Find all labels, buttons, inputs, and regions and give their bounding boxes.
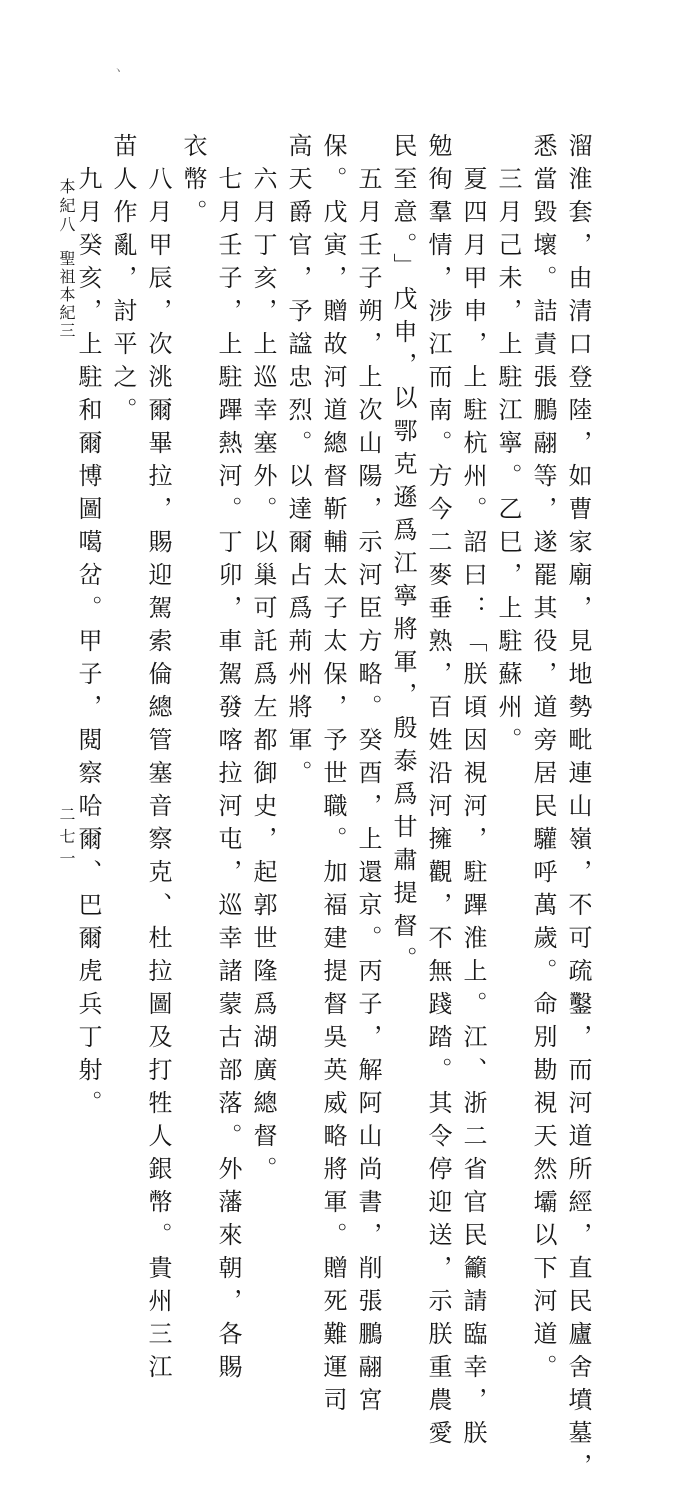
text-column-12: 衣幣。	[179, 133, 207, 232]
text-column-13: 八月甲辰，次洮爾畢拉，賜迎駕索倫總管塞音察克、杜拉圖及打牲人銀幣。貴州三江	[144, 166, 172, 1387]
text-column-5: 勉徇羣情，涉江而南。方今二麥垂熟，百姓沿河擁觀，不無踐踏。其令停迎送，示朕重農愛	[424, 133, 452, 1453]
running-header-title: 聖祖本紀三	[57, 250, 76, 340]
page-number: 二七一	[57, 806, 76, 872]
text-column-9: 高天爵官，予諡忠烈。以達爾占爲荊州將軍。	[284, 133, 312, 793]
text-column-1: 溜淮套，由清口登陸，如曹家廟，見地勢毗連山嶺，不可疏鑿，而河道所經，直民廬舍墳墓，	[564, 133, 592, 1486]
text-column-11: 七月壬子，上駐蹕熱河。丁卯，車駕發喀拉河屯，巡幸諸蒙古部落。外藩來朝，各賜	[214, 166, 242, 1387]
text-column-10: 六月丁亥，上巡幸塞外。以巢可託爲左都御史，起郭世隆爲湖廣總督。	[249, 166, 277, 1189]
stray-ink-mark: ヽ	[113, 66, 123, 77]
text-column-2: 悉當毀壞。詰責張鵬翮等，遂罷其役，道旁居民驩呼萬歲。命別勘視天然壩以下河道。	[529, 133, 557, 1387]
text-column-6: 民至意。」戊申，以鄂克遜爲江寧將軍，殷泰爲甘肅提督。	[389, 133, 417, 979]
text-column-15: 九月癸亥，上駐和爾博圖噶岔。甲子，閱察哈爾、巴爾虎兵丁射。	[74, 166, 102, 1123]
text-column-8: 保。戊寅，贈故河道總督靳輔太子太保，予世職。加福建提督吳英威略將軍。贈死難運司	[319, 133, 347, 1420]
text-column-3: 三月己未，上駐江寧。乙巳，上駐蘇州。	[494, 166, 522, 760]
text-column-14: 苗人作亂，討平之。	[109, 133, 137, 430]
text-column-4: 夏四月甲申，上駐杭州。詔曰：「朕頃因視河，駐蹕淮上。江、浙二省官民籲請臨幸，朕	[459, 166, 487, 1453]
running-header-section: 本紀八	[57, 178, 76, 235]
text-column-7: 五月壬子朔，上次山陽，示河臣方略。癸酉，上還京。丙子，解阿山尚書，削張鵬翮宮	[354, 166, 382, 1420]
